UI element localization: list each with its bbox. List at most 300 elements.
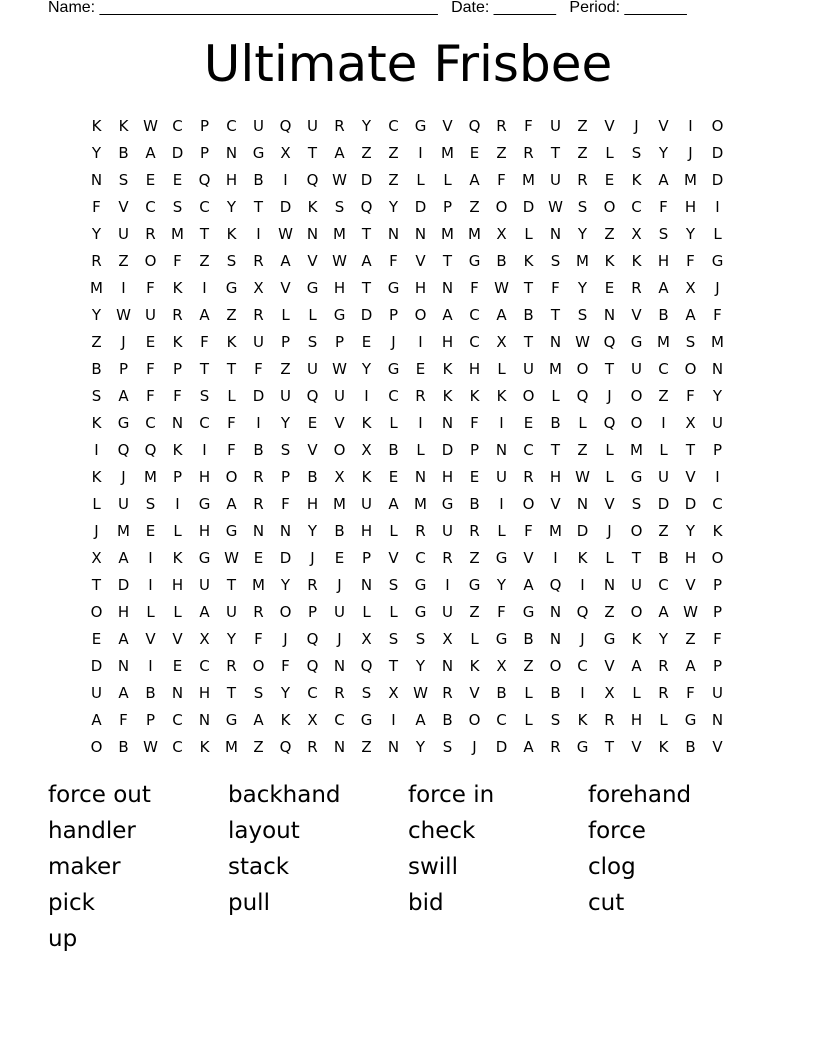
grid-letter: G (225, 711, 238, 729)
grid-letter: C (199, 657, 210, 675)
grid-letter: P (280, 468, 291, 486)
grid-letter: G (387, 360, 400, 378)
grid-letter: F (659, 198, 668, 216)
grid-letter: C (199, 198, 210, 216)
grid-letter: N (414, 225, 427, 243)
grid-row (83, 356, 731, 383)
word-bank-item: clog (588, 854, 636, 880)
grid-letter: B (550, 414, 561, 432)
grid-letter: K (118, 117, 129, 135)
grid-letter: V (469, 684, 480, 702)
grid-letter: Q (144, 441, 157, 459)
grid-letter: F (470, 414, 479, 432)
grid-letter: K (91, 117, 102, 135)
grid-letter: Q (468, 117, 481, 135)
grid-letter: L (92, 495, 101, 513)
grid-letter: Z (361, 144, 372, 162)
grid-letter: I (715, 468, 720, 486)
grid-letter: P (712, 441, 723, 459)
grid-letter: R (253, 603, 264, 621)
grid-letter: N (549, 225, 562, 243)
grid-letter: Y (280, 414, 291, 432)
grid-letter: Q (306, 657, 319, 675)
grid-letter: F (389, 252, 398, 270)
grid-letter: Z (658, 387, 669, 405)
grid-letter: H (630, 711, 643, 729)
period-field-label: Period: _______ (569, 0, 687, 16)
word-bank-item: layout (228, 818, 300, 844)
grid-letter: U (253, 117, 264, 135)
grid-letter: V (118, 198, 129, 216)
grid-letter: N (306, 225, 319, 243)
grid-letter: U (334, 387, 345, 405)
grid-row (83, 248, 731, 275)
grid-letter: M (171, 225, 184, 243)
grid-letter: K (658, 738, 669, 756)
grid-letter: H (198, 684, 211, 702)
grid-letter: E (604, 279, 615, 297)
grid-letter: Y (307, 522, 318, 540)
grid-letter: G (225, 279, 238, 297)
grid-letter: R (442, 684, 453, 702)
grid-letter: D (657, 495, 670, 513)
grid-letter: K (469, 657, 480, 675)
grid-letter: X (361, 441, 372, 459)
grid-letter: A (685, 657, 696, 675)
grid-letter: G (468, 576, 481, 594)
grid-letter: U (118, 225, 129, 243)
grid-letter: N (90, 171, 103, 189)
grid-letter: O (90, 603, 103, 621)
grid-letter: T (523, 279, 534, 297)
grid-letter: I (418, 144, 423, 162)
grid-letter: J (607, 387, 612, 405)
grid-letter: Q (603, 333, 616, 351)
grid-letter: U (334, 603, 345, 621)
grid-letter: S (388, 630, 399, 648)
grid-letter: T (226, 576, 237, 594)
word-bank-item: stack (228, 854, 290, 880)
grid-letter: L (308, 306, 317, 324)
grid-letter: B (550, 684, 561, 702)
grid-letter: L (497, 360, 506, 378)
grid-row (83, 383, 731, 410)
grid-letter: R (604, 711, 615, 729)
grid-row (83, 464, 731, 491)
grid-letter: M (144, 468, 157, 486)
grid-letter: W (332, 360, 347, 378)
grid-letter: Q (117, 441, 130, 459)
grid-row (83, 113, 731, 140)
grid-letter: H (657, 252, 670, 270)
grid-letter: L (578, 414, 587, 432)
grid-row (83, 167, 731, 194)
grid-letter: E (172, 657, 183, 675)
grid-letter: Y (415, 738, 426, 756)
grid-letter: V (685, 468, 696, 486)
grid-letter: H (468, 360, 481, 378)
grid-letter: F (713, 306, 722, 324)
grid-letter: E (604, 171, 615, 189)
grid-letter: S (307, 333, 318, 351)
grid-letter: T (442, 252, 453, 270)
grid-letter: Z (496, 144, 507, 162)
grid-letter: U (496, 468, 507, 486)
grid-letter: C (658, 360, 669, 378)
grid-letter: C (469, 306, 480, 324)
grid-letter: L (443, 171, 452, 189)
grid-letter: N (333, 657, 346, 675)
worksheet-header (48, 0, 687, 18)
grid-letter: Q (360, 657, 373, 675)
grid-letter: Y (280, 684, 291, 702)
grid-letter: J (121, 333, 126, 351)
grid-letter: G (468, 252, 481, 270)
grid-letter: M (522, 171, 535, 189)
grid-letter: E (415, 360, 426, 378)
grid-letter: F (524, 117, 533, 135)
grid-row (83, 437, 731, 464)
grid-letter: E (145, 333, 156, 351)
grid-letter: Z (199, 252, 210, 270)
grid-letter: E (334, 549, 345, 567)
grid-letter: S (199, 387, 210, 405)
grid-letter: G (684, 711, 697, 729)
grid-letter: M (225, 738, 238, 756)
grid-letter: N (225, 144, 238, 162)
grid-letter: Q (576, 603, 589, 621)
grid-letter: E (361, 333, 372, 351)
grid-letter: R (91, 252, 102, 270)
grid-letter: D (90, 657, 103, 675)
grid-row (83, 491, 731, 518)
grid-letter: U (307, 360, 318, 378)
grid-row (83, 545, 731, 572)
grid-letter: M (549, 522, 562, 540)
grid-letter: D (252, 387, 265, 405)
grid-letter: V (523, 549, 534, 567)
grid-letter: H (306, 495, 319, 513)
grid-letter: R (145, 225, 156, 243)
grid-letter: C (712, 495, 723, 513)
grid-letter: L (605, 144, 614, 162)
grid-row (83, 653, 731, 680)
grid-letter: D (414, 198, 427, 216)
grid-letter: W (548, 198, 563, 216)
grid-letter: N (441, 414, 454, 432)
grid-letter: F (200, 333, 209, 351)
grid-letter: Y (91, 225, 102, 243)
grid-letter: I (94, 441, 99, 459)
grid-letter: C (226, 117, 237, 135)
grid-letter: Z (361, 738, 372, 756)
grid-letter: S (658, 225, 669, 243)
grid-letter: T (226, 360, 237, 378)
grid-letter: T (604, 360, 615, 378)
grid-letter: I (661, 414, 666, 432)
grid-letter: O (144, 252, 157, 270)
grid-letter: F (146, 387, 155, 405)
grid-letter: L (416, 171, 425, 189)
grid-letter: B (523, 630, 534, 648)
grid-letter: Z (577, 117, 588, 135)
grid-letter: G (576, 738, 589, 756)
grid-letter: F (92, 198, 101, 216)
grid-letter: S (253, 684, 264, 702)
grid-letter: Y (91, 144, 102, 162)
grid-letter: X (91, 549, 102, 567)
grid-letter: H (549, 468, 562, 486)
grid-letter: K (172, 441, 183, 459)
grid-letter: Y (685, 522, 696, 540)
grid-letter: M (657, 333, 670, 351)
grid-letter: F (119, 711, 128, 729)
grid-letter: N (171, 684, 184, 702)
grid-letter: Y (712, 387, 723, 405)
grid-letter: V (307, 252, 318, 270)
grid-letter: J (472, 738, 477, 756)
grid-letter: I (418, 414, 423, 432)
grid-letter: N (549, 630, 562, 648)
grid-letter: H (117, 603, 130, 621)
grid-letter: O (630, 387, 643, 405)
word-bank-item: bid (408, 890, 444, 916)
grid-letter: J (580, 630, 585, 648)
grid-letter: T (226, 684, 237, 702)
grid-letter: O (549, 657, 562, 675)
word-bank-item: forehand (588, 782, 692, 808)
grid-letter: X (253, 279, 264, 297)
grid-row (83, 194, 731, 221)
grid-row (83, 518, 731, 545)
grid-letter: G (630, 333, 643, 351)
grid-letter: S (172, 198, 183, 216)
grid-letter: L (524, 684, 533, 702)
grid-letter: O (495, 198, 508, 216)
grid-letter: L (470, 630, 479, 648)
grid-letter: G (333, 306, 346, 324)
page-title: Ultimate Frisbee (203, 35, 613, 93)
word-bank-item: handler (48, 818, 136, 844)
grid-letter: W (494, 279, 509, 297)
grid-letter: X (496, 657, 507, 675)
grid-letter: V (307, 441, 318, 459)
grid-letter: A (334, 144, 345, 162)
grid-letter: V (388, 549, 399, 567)
grid-letter: R (226, 657, 237, 675)
grid-letter: O (414, 306, 427, 324)
grid-letter: T (550, 144, 561, 162)
grid-letter: K (172, 333, 183, 351)
grid-letter: Z (577, 441, 588, 459)
grid-letter: N (387, 225, 400, 243)
grid-letter: Z (469, 603, 480, 621)
grid-letter: V (658, 117, 669, 135)
grid-letter: E (523, 414, 534, 432)
grid-letter: V (442, 117, 453, 135)
grid-letter: R (415, 387, 426, 405)
grid-letter: H (198, 468, 211, 486)
grid-letter: Z (280, 360, 291, 378)
grid-letter: F (686, 252, 695, 270)
grid-letter: T (91, 576, 102, 594)
grid-letter: V (604, 117, 615, 135)
grid-letter: X (496, 333, 507, 351)
grid-letter: A (199, 306, 210, 324)
grid-letter: O (684, 360, 697, 378)
grid-letter: F (146, 279, 155, 297)
grid-letter: G (414, 603, 427, 621)
grid-letter: S (91, 387, 102, 405)
grid-letter: G (495, 630, 508, 648)
grid-letter: X (604, 684, 615, 702)
grid-letter: V (550, 495, 561, 513)
grid-letter: L (524, 225, 533, 243)
grid-letter: G (603, 630, 616, 648)
grid-letter: H (198, 522, 211, 540)
name-field-label: Name: ______________________________________ (48, 0, 438, 16)
grid-letter: L (389, 603, 398, 621)
grid-letter: Q (306, 630, 319, 648)
grid-letter: V (685, 576, 696, 594)
grid-letter: C (199, 414, 210, 432)
grid-letter: C (172, 738, 183, 756)
grid-letter: N (711, 360, 724, 378)
grid-letter: E (388, 468, 399, 486)
grid-letter: S (334, 198, 345, 216)
grid-letter: L (281, 306, 290, 324)
grid-letter: S (550, 252, 561, 270)
grid-letter: R (415, 522, 426, 540)
grid-letter: C (388, 117, 399, 135)
grid-letter: D (171, 144, 184, 162)
grid-letter: N (279, 522, 292, 540)
grid-letter: B (523, 306, 534, 324)
grid-letter: W (224, 549, 239, 567)
grid-letter: K (631, 171, 642, 189)
grid-letter: Y (91, 306, 102, 324)
grid-letter: A (523, 738, 534, 756)
grid-letter: H (171, 576, 184, 594)
grid-letter: Q (360, 198, 373, 216)
grid-letter: K (604, 252, 615, 270)
grid-letter: O (225, 468, 238, 486)
grid-letter: P (712, 657, 723, 675)
grid-letter: K (307, 198, 318, 216)
grid-letter: O (333, 441, 346, 459)
grid-letter: S (280, 441, 291, 459)
grid-letter: C (577, 657, 588, 675)
grid-letter: M (711, 333, 724, 351)
grid-letter: D (360, 171, 373, 189)
grid-letter: I (148, 576, 153, 594)
grid-letter: L (524, 711, 533, 729)
grid-letter: B (496, 684, 507, 702)
grid-letter: N (117, 657, 130, 675)
grid-row (83, 329, 731, 356)
grid-letter: O (252, 657, 265, 675)
grid-letter: U (442, 522, 453, 540)
grid-letter: O (630, 603, 643, 621)
grid-letter: G (630, 468, 643, 486)
grid-letter: J (310, 549, 315, 567)
grid-letter: L (713, 225, 722, 243)
grid-letter: S (577, 198, 588, 216)
grid-letter: A (361, 252, 372, 270)
grid-letter: T (604, 738, 615, 756)
grid-letter: C (145, 198, 156, 216)
grid-letter: B (307, 468, 318, 486)
grid-letter: G (495, 549, 508, 567)
grid-letter: G (387, 279, 400, 297)
grid-letter: Y (361, 117, 372, 135)
grid-letter: X (361, 630, 372, 648)
grid-letter: N (576, 495, 589, 513)
grid-letter: I (148, 549, 153, 567)
grid-letter: J (715, 279, 720, 297)
grid-letter: D (684, 495, 697, 513)
grid-letter: A (118, 630, 129, 648)
grid-letter: Z (577, 144, 588, 162)
grid-letter: R (334, 684, 345, 702)
grid-letter: T (550, 306, 561, 324)
grid-letter: A (631, 657, 642, 675)
grid-letter: B (253, 441, 264, 459)
grid-letter: H (414, 279, 427, 297)
grid-letter: Y (577, 279, 588, 297)
grid-letter: K (442, 387, 453, 405)
grid-letter: R (307, 738, 318, 756)
grid-letter: L (605, 441, 614, 459)
grid-letter: Y (280, 576, 291, 594)
grid-letter: V (334, 414, 345, 432)
grid-letter: R (307, 576, 318, 594)
word-bank-item: pick (48, 890, 95, 916)
grid-letter: T (550, 441, 561, 459)
grid-letter: G (117, 414, 130, 432)
grid-letter: U (280, 387, 291, 405)
grid-letter: L (605, 549, 614, 567)
grid-letter: U (226, 603, 237, 621)
grid-letter: K (199, 738, 210, 756)
grid-letter: N (441, 279, 454, 297)
grid-letter: Y (361, 360, 372, 378)
word-bank-item: swill (408, 854, 458, 880)
grid-letter: T (523, 333, 534, 351)
grid-letter: J (688, 144, 693, 162)
grid-letter: J (337, 630, 342, 648)
grid-letter: K (442, 360, 453, 378)
grid-letter: V (145, 630, 156, 648)
grid-letter: T (361, 225, 372, 243)
grid-letter: Y (226, 630, 237, 648)
grid-letter: A (658, 171, 669, 189)
grid-letter: H (333, 279, 346, 297)
grid-letter: L (497, 522, 506, 540)
grid-letter: P (307, 603, 318, 621)
grid-letter: G (306, 279, 319, 297)
word-bank-item: force (588, 818, 646, 844)
grid-letter: Q (576, 387, 589, 405)
grid-letter: G (198, 495, 211, 513)
grid-letter: B (685, 738, 696, 756)
word-bank-item: force in (408, 782, 495, 808)
grid-letter: R (631, 279, 642, 297)
word-bank-item: cut (588, 890, 625, 916)
grid-letter: Q (549, 576, 562, 594)
grid-letter: N (252, 522, 265, 540)
grid-letter: T (361, 279, 372, 297)
